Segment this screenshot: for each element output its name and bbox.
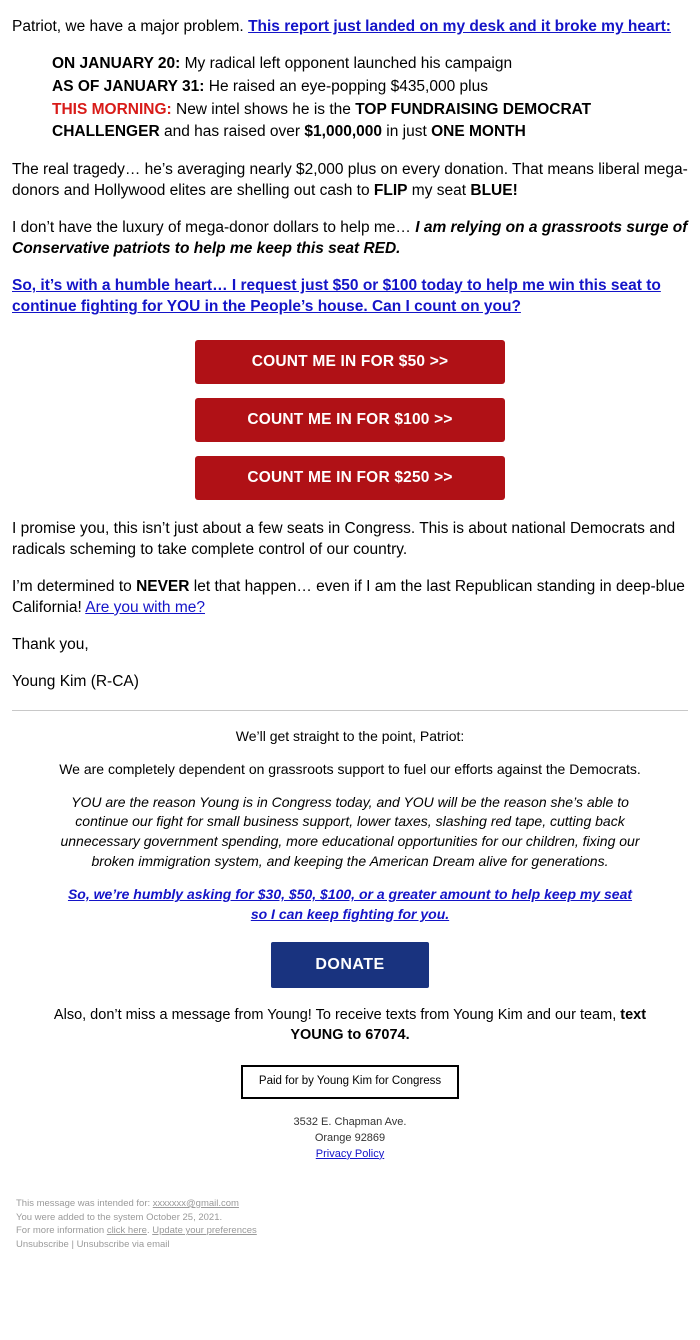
cta-button-group <box>12 340 688 500</box>
unsubscribe-text[interactable]: Unsubscribe <box>16 1239 69 1251</box>
report-line-3-a: New intel shows he is the <box>171 101 356 119</box>
donate-button-wrap <box>30 942 670 988</box>
luxury-text-b: I am relying on a grassroots surge of Conservative patriots to help me keep this seat RED. <box>12 219 688 258</box>
tragedy-flip: FLIP <box>373 182 408 200</box>
unsubscribe-via-email-text[interactable]: Unsubscribe via email <box>76 1239 170 1251</box>
footer-section <box>12 727 688 1163</box>
promise-paragraph: I promise you, this isn’t just about a few seats in Congress. This is about national Democrats and radicals scheming to take complete control of our country. <box>12 519 676 558</box>
sms-text-b: text YOUNG to 67074. <box>290 1007 647 1043</box>
report-line-3-c: and has raised over <box>159 123 305 141</box>
footer-line-2: We are completely dependent on grassroots support to fuel our efforts against the Democrats. <box>59 760 641 777</box>
signature-text: Young Kim (R-CA) <box>12 672 139 690</box>
luxury-text-a: I don’t have the luxury of mega-donor dollars to help me… <box>12 219 416 237</box>
tragedy-paragraph <box>12 159 688 201</box>
legal-intended-email[interactable]: xxxxxxx@gmail.com <box>152 1197 239 1209</box>
determined-text-c: let that happen… even if I am the last Republican standing in deep-blue California! <box>12 577 685 616</box>
report-line-3 <box>52 99 688 143</box>
legal-unsubscribe-line <box>16 1238 684 1252</box>
luxury-paragraph <box>12 217 688 259</box>
report-line-1-label: ON JANUARY 20: <box>52 55 181 73</box>
report-line-2-text: He raised an eye-popping $435,000 plus <box>204 78 488 96</box>
donate-100-button[interactable]: COUNT ME IN FOR $100 >> <box>195 398 505 442</box>
report-line-3-b: TOP FUNDRAISING DEMOCRAT CHALLENGER <box>52 101 592 141</box>
report-line-1-text: My radical left opponent launched his campaign <box>180 55 513 73</box>
click-here-link[interactable]: click here <box>106 1225 147 1237</box>
determined-never: NEVER <box>136 577 190 595</box>
donate-50-button[interactable]: COUNT ME IN FOR $50 >> <box>195 340 505 384</box>
donate-250-button[interactable]: COUNT ME IN FOR $250 >> <box>195 456 505 500</box>
legal-sep-1: . <box>146 1225 153 1237</box>
legal-intended-line <box>16 1197 684 1211</box>
legal-intended-prefix: This message was intended for: <box>16 1197 153 1209</box>
footer-ask-link[interactable]: So, we’re humbly asking for $30, $50, $100, or a greater amount to help keep my seat so I can keep fighting for you. <box>67 886 633 922</box>
donate-button[interactable]: DONATE <box>271 942 428 988</box>
report-line-2 <box>52 76 688 98</box>
legal-added-line: You were added to the system October 25, 2021. <box>16 1211 223 1223</box>
legal-more-info-line <box>16 1224 684 1238</box>
signoff-text: Thank you, <box>12 635 89 653</box>
footer-line-1: We’ll get straight to the point, Patriot: <box>235 728 465 745</box>
are-you-with-me-link[interactable]: Are you with me? <box>85 598 205 616</box>
section-divider <box>12 710 688 711</box>
ask-link[interactable]: So, it’s with a humble heart… I request just $50 or $100 today to help me win this seat to continue fighting for YOU in the People’s house. Can I count on you? <box>12 277 661 316</box>
report-line-1 <box>52 53 688 75</box>
ask-paragraph <box>12 275 688 317</box>
report-line-3-f: ONE MONTH <box>431 123 526 141</box>
report-line-3-e: in just <box>381 123 432 141</box>
report-line-3-label: THIS MORNING: <box>52 101 172 119</box>
address-block <box>30 1115 670 1163</box>
legal-more-info-prefix: For more information <box>16 1225 107 1237</box>
intro-paragraph <box>12 16 688 37</box>
report-block <box>52 53 688 143</box>
paid-for-disclaimer: Paid for by Young Kim for Congress <box>241 1065 459 1099</box>
address-line-1: 3532 E. Chapman Ave. <box>293 1116 407 1128</box>
report-link[interactable]: This report just landed on my desk and it broke my heart: <box>248 18 671 35</box>
determined-text-a: I’m determined to <box>12 577 137 595</box>
sms-text-a: Also, don’t miss a message from Young! To receive texts from Young Kim and our team, <box>53 1007 621 1024</box>
legal-pipe: | <box>68 1239 77 1251</box>
report-line-2-label: AS OF JANUARY 31: <box>52 78 205 96</box>
legal-footer <box>12 1197 688 1252</box>
intro-lead-text: Patriot, we have a major problem. <box>12 18 249 35</box>
tragedy-blue: BLUE! <box>470 182 518 200</box>
address-line-2: Orange 92869 <box>314 1131 386 1144</box>
update-preferences-link[interactable]: Update your preferences <box>152 1225 257 1237</box>
footer-italic-paragraph: YOU are the reason Young is in Congress today, and YOU will be the reason she’s able to continue our fight for small business support, lower taxes, slashing red tape, cutting back unnecessary government spending, more educational opportunities for our children, fixing our broken immigration system, and keeping the American Dream alive for generations. <box>60 793 640 869</box>
tragedy-text-a: The real tragedy… he’s averaging nearly $2,000 plus on every donation. That means liberal mega-donors and Hollywood elites are shelling out cash to <box>12 161 688 200</box>
tragedy-text-c: my seat <box>407 182 471 200</box>
sms-line <box>30 1006 670 1045</box>
determined-paragraph <box>12 576 688 618</box>
footer-ask <box>30 885 670 924</box>
report-line-3-d: $1,000,000 <box>304 123 382 141</box>
privacy-policy-link[interactable]: Privacy Policy <box>315 1147 385 1160</box>
